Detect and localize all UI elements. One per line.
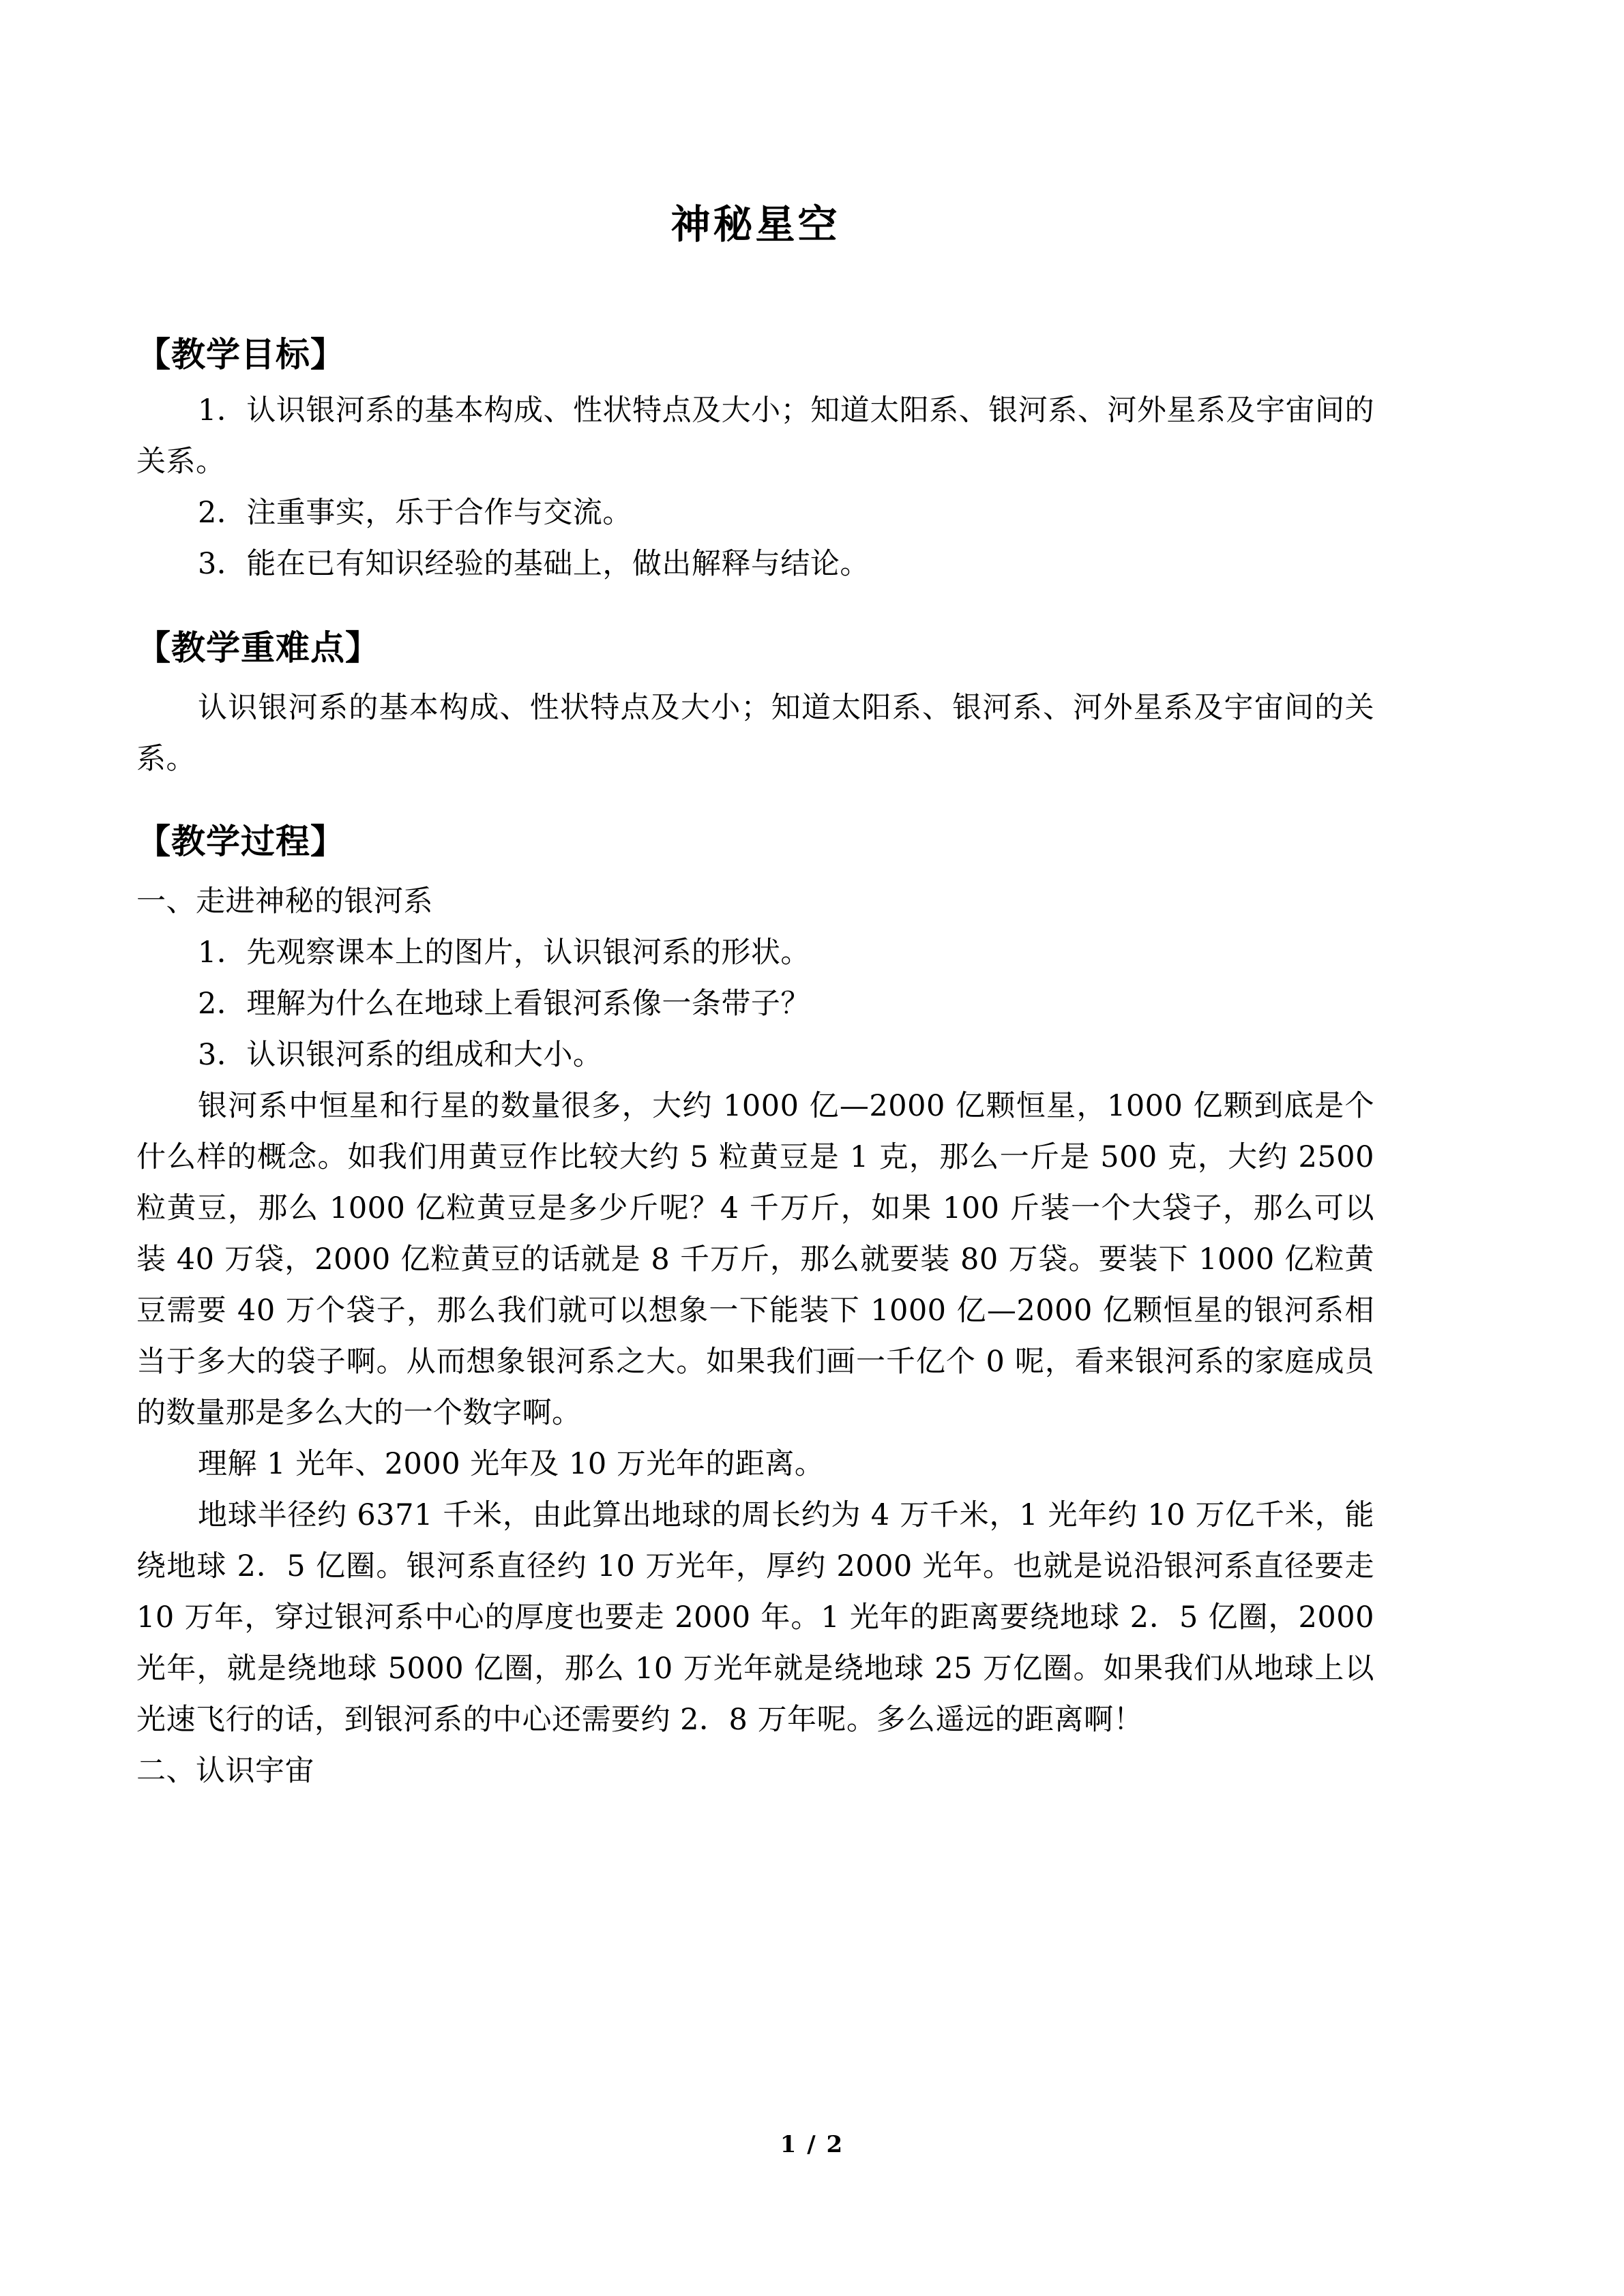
paragraph-galaxy-stars: 银河系中恒星和行星的数量很多，大约 1000 亿—2000 亿颗恒星，1000 亿颗到底是个什么样的概念。如我们用黄豆作比较大约 5 粒黄豆是 1 克，那么一斤是 500 克，大约 2500 粒黄豆，那么 1000 亿粒黄豆是多少斤呢？4 千万斤，如果 100 斤装一个大袋子，那么可以装 40 万袋，2000 亿粒黄豆的话就是 8 千万斤，那么就要装 80 万袋。要装下 1000 亿粒黄豆需要 40 万个袋子，那么我们就可以想象一下能装下 1000 亿—2000 亿颗恒星的银河系相当于多大的袋子啊。从而想象银河系之大。如果我们画一千亿个 0 呢，看来银河系的家庭成员的数量那是多么大的一个数字啊。 bbox=[136, 1088, 1374, 1430]
paragraph-distance: 地球半径约 6371 千米，由此算出地球的周长约为 4 万千米，1 光年约 10 万亿千米，能绕地球 2．5 亿圈。银河系直径约 10 万光年，厚约 2000 光年。也就是说沿银河系直径要走 10 万年，穿过银河系中心的厚度也要走 2000 年。1 光年的距离要绕地球 2．5 亿圈，2000 光年，就是绕地球 5000 亿圈，那么 10 万光年就是绕地球 25 万亿圈。如果我们从地球上以光速飞行的话，到银河系的中心还需要约 2．8 万年呢。多么遥远的距离啊！ bbox=[136, 1497, 1374, 1737]
section-heading-key-points: 【教学重难点】 bbox=[136, 627, 380, 668]
page-number: 1 / 2 bbox=[780, 2131, 844, 2158]
process-part-two-title: 二、认识宇宙 bbox=[136, 1753, 314, 1788]
section-heading-objectives: 【教学目标】 bbox=[136, 334, 345, 374]
objective-item-2: 2．注重事实，乐于合作与交流。 bbox=[198, 495, 632, 530]
process-step-3: 3．认识银河系的组成和大小。 bbox=[198, 1037, 603, 1072]
section-heading-process: 【教学过程】 bbox=[136, 821, 345, 861]
process-step-2: 2．理解为什么在地球上看银河系像一条带子？ bbox=[198, 986, 810, 1021]
objective-item-3: 3．能在已有知识经验的基础上，做出解释与结论。 bbox=[198, 546, 870, 581]
document-content bbox=[136, 0, 1374, 1797]
page-title: 神秘星空 bbox=[670, 201, 840, 248]
objective-item-1: 1．认识银河系的基本构成、性状特点及大小；知道太阳系、银河系、河外星系及宇宙间的关系。 bbox=[136, 393, 1374, 479]
paragraph-lightyear-intro: 理解 1 光年、2000 光年及 10 万光年的距离。 bbox=[198, 1446, 825, 1481]
process-step-1: 1．先观察课本上的图片，认识银河系的形状。 bbox=[198, 935, 810, 970]
key-points-body: 认识银河系的基本构成、性状特点及大小；知道太阳系、银河系、河外星系及宇宙间的关系。 bbox=[136, 690, 1374, 776]
process-part-one-title: 一、走进神秘的银河系 bbox=[136, 884, 433, 919]
